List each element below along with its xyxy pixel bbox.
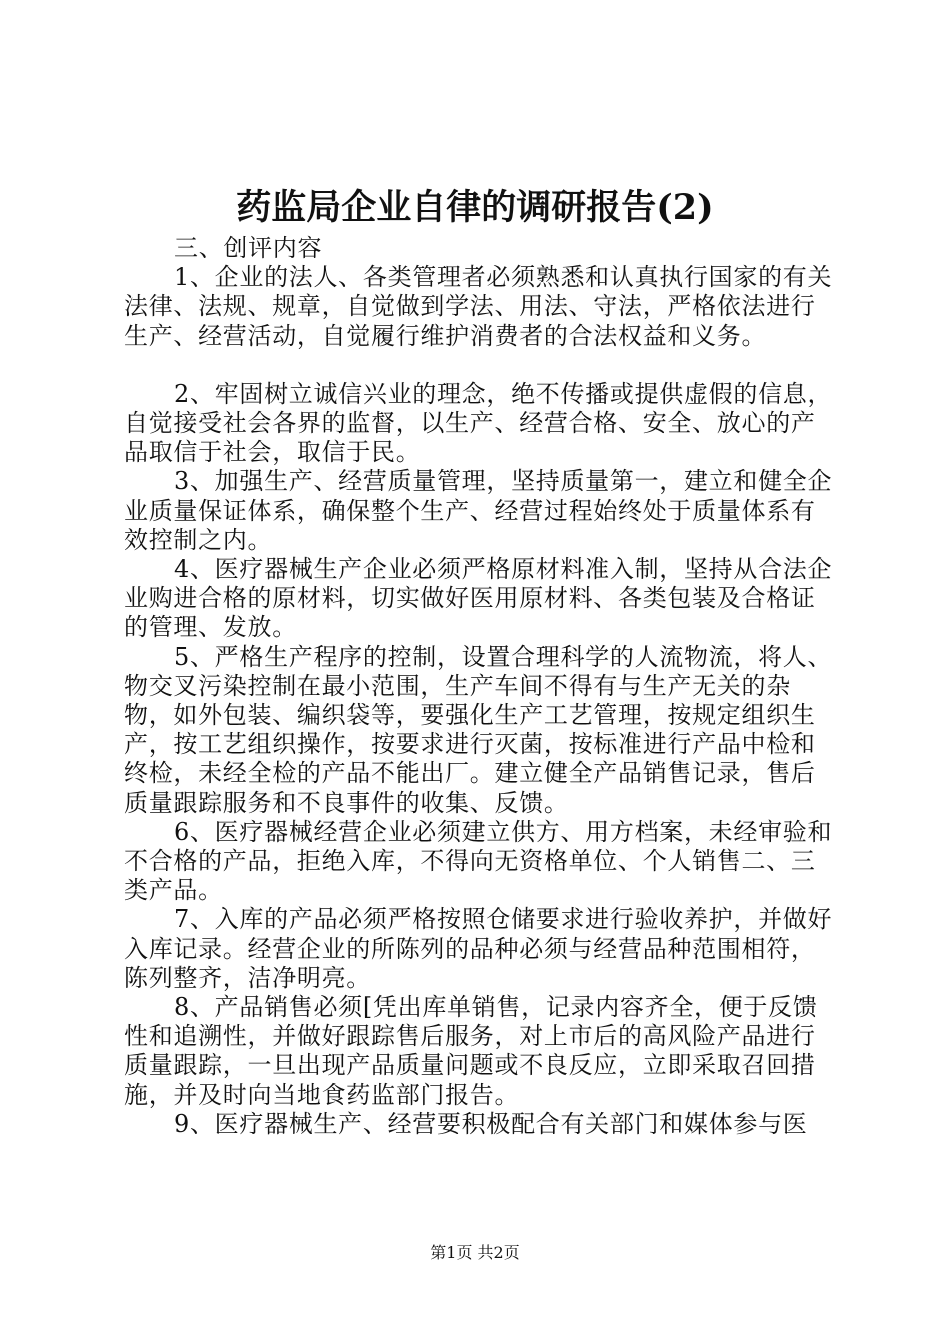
paragraph-9: 9、医疗器械生产、经营要积极配合有关部门和媒体参与医: [174, 1109, 808, 1138]
paragraph-4: 4、医疗器械生产企业必须严格原材料准入制，坚持从合法企业购进合格的原材料，切实做好医用原材料、各类包装及合格证的管理、发放。: [124, 555, 833, 642]
paragraph-1: 1、企业的法人、各类管理者必须熟悉和认真执行国家的有关法律、法规、规章，自觉做到学法、用法、守法，严格依法进行生产、经营活动，自觉履行维护消费者的合法权益和义务。: [124, 263, 833, 350]
paragraph-5: 5、严格生产程序的控制，设置合理科学的人流物流，将人、物交叉污染控制在最小范围，生产车间不得有与生产无关的杂物，如外包装、编织袋等，要强化生产工艺管理，按规定组织生产，按工艺组织操作，按要求进行灭菌，按标准进行产品中检和终检，未经全检的产品不能出厂。建立健全产品销售记录，售后质量跟踪服务和不良事件的收集、反馈。: [124, 642, 833, 817]
section-heading: 三、创评内容: [174, 234, 323, 262]
paragraph-6: 6、医疗器械经营企业必须建立供方、用方档案，未经审验和不合格的产品，拒绝入库，不得向无资格单位、个人销售二、三类产品。: [124, 817, 833, 905]
paragraph-7: 7、入库的产品必须严格按照仓储要求进行验收养护，并做好入库记录。经营企业的所陈列的品种必须与经营品种范围相符，陈列整齐，洁净明亮。: [124, 905, 833, 992]
paragraph-3: 3、加强生产、经营质量管理，坚持质量第一，建立和健全企业质量保证体系，确保整个生产、经营过程始终处于质量体系有效控制之内。: [124, 467, 833, 554]
document-body: [124, 234, 836, 1139]
document-title: 药监局企业自律的调研报告(2): [236, 187, 714, 228]
paragraph-2: 2、牢固树立诚信兴业的理念，绝不传播或提供虚假的信息，自觉接受社会各界的监督，以生产、经营合格、安全、放心的产品取信于社会，取信于民。: [124, 379, 833, 467]
paragraph-8: 8、产品销售必须[凭出库单销售，记录内容齐全，便于反馈性和追溯性，并做好跟踪售后服务，对上市后的高风险产品进行质量跟踪，一旦出现产品质量问题或不良反应，立即采取召回措施，并及时向当地食药监部门报告。: [124, 993, 818, 1109]
page-number-footer: 第1页 共2页: [430, 1243, 520, 1262]
